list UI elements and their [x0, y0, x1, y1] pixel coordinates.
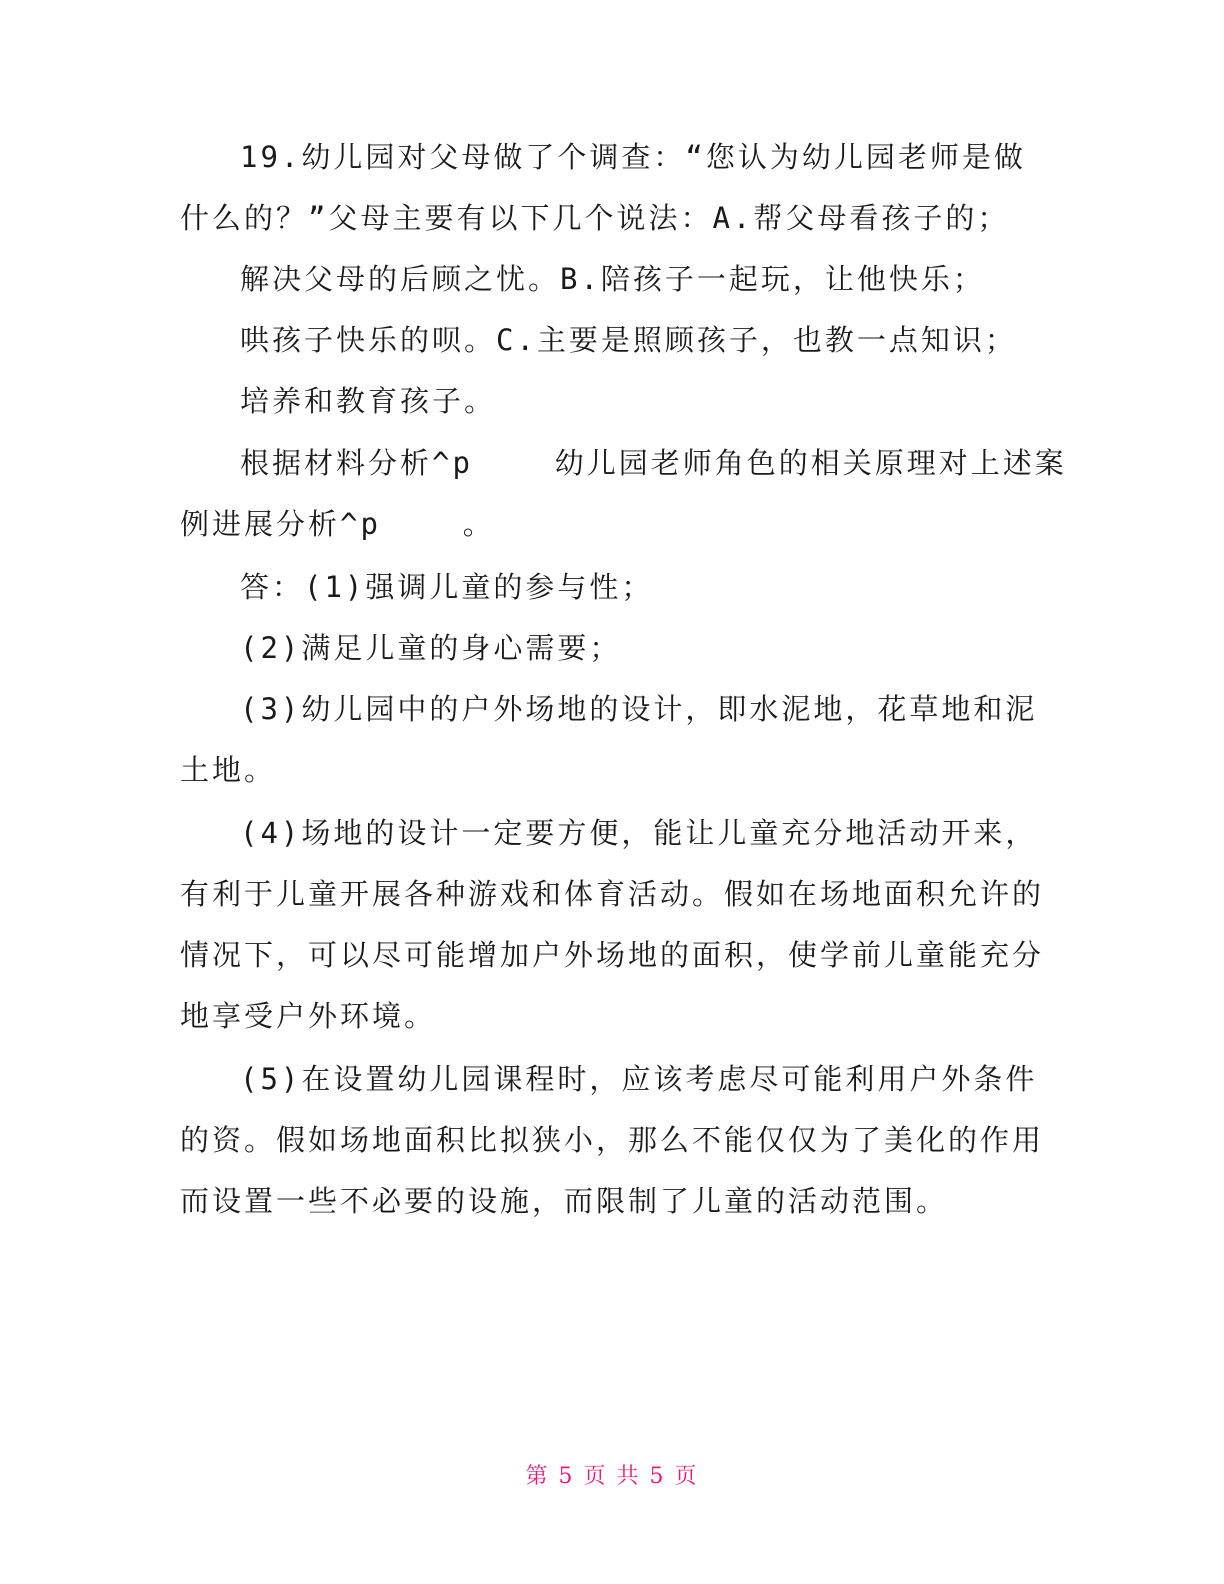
answer-point-4-line-4: 地享受户外环境。 [180, 999, 437, 1033]
answer-point-5-line-1: (5)在设置幼儿园课程时，应该考虑尽可能利用户外条件 [240, 1062, 1038, 1096]
option-c-line: 培养和教育孩子。 [240, 384, 497, 418]
answer-point-4-line-3: 情况下，可以尽可能增加户外场地的面积，使学前儿童能充分 [180, 938, 1045, 972]
option-a-line: 解决父母的后顾之忧。B.陪孩子一起玩，让他快乐； [240, 262, 985, 296]
page-number-footer: 第 5 页 共 5 页 [525, 1464, 699, 1489]
answer-point-2: (2)满足儿童的身心需要； [240, 631, 622, 665]
answer-point-5-line-3: 而设置一些不必要的设施，而限制了儿童的活动范围。 [180, 1184, 949, 1218]
prompt-line-2: 例进展分析^p 。 [180, 507, 495, 541]
answer-point-5-line-2: 的资。假如场地面积比拟狭小，那么不能仅仅为了美化的作用 [180, 1123, 1045, 1157]
answer-point-1: 答：(1)强调儿童的参与性； [240, 570, 654, 604]
question-line-2: 什么的？”父母主要有以下几个说法：A.帮父母看孩子的； [180, 201, 1010, 235]
answer-point-4-line-1: (4)场地的设计一定要方便，能让儿童充分地活动开来， [240, 816, 1038, 850]
answer-point-4-line-2: 有利于儿童开展各种游戏和体育活动。假如在场地面积允许的 [180, 877, 1045, 911]
question-line-1: 19.幼儿园对父母做了个调查：“您认为幼儿园老师是做 [240, 140, 1026, 174]
answer-point-3-line-1: (3)幼儿园中的户外场地的设计，即水泥地，花草地和泥 [240, 692, 1038, 726]
answer-point-3-line-2: 土地。 [180, 753, 277, 787]
prompt-line-1: 根据材料分析^p 幼儿园老师角色的相关原理对上述案 [240, 446, 1067, 480]
option-b-line: 哄孩子快乐的呗。C.主要是照顾孩子，也教一点知识； [240, 323, 1017, 357]
